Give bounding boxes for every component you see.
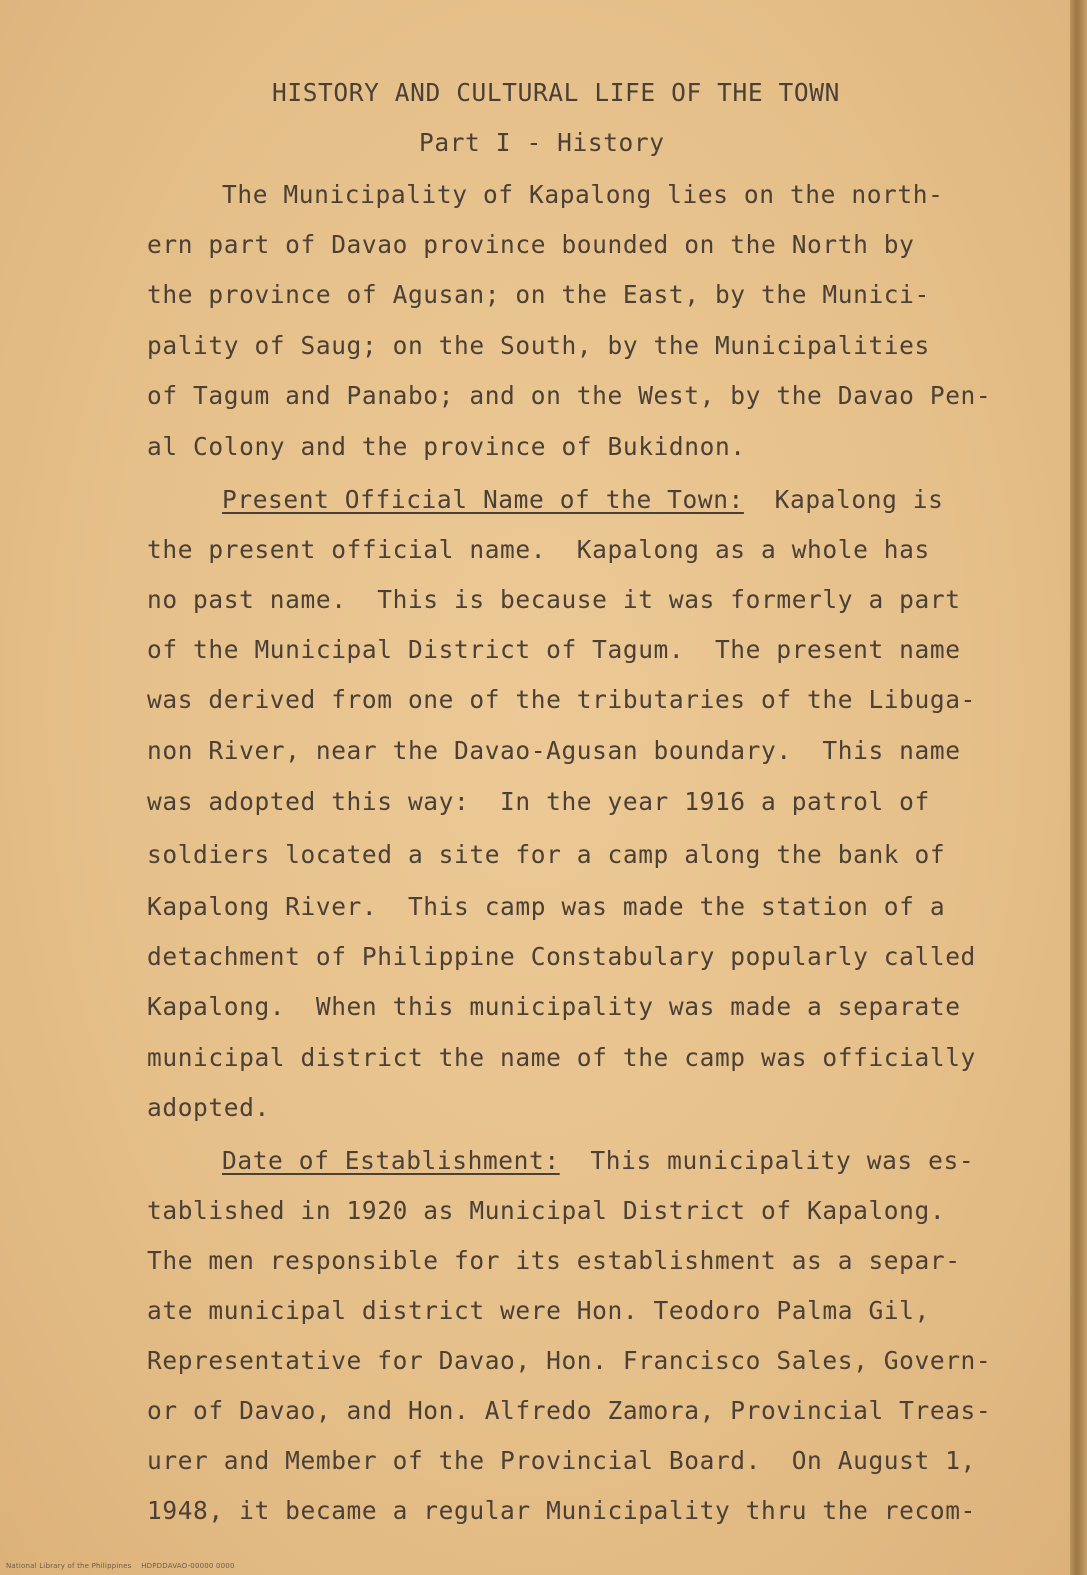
paragraph-line: urer and Member of the Provincial Board. On August 1, [147,1446,976,1475]
paragraph-line: Representative for Davao, Hon. Francisco Sales, Govern- [147,1346,992,1375]
section-heading-official-name: Present Official Name of the Town: [222,485,744,514]
paragraph-line: no past name. This is because it was formerly a part [147,585,961,614]
document-title: HISTORY AND CULTURAL LIFE OF THE TOWN [272,78,840,107]
paragraph-line: Kapalong River. This camp was made the station of a [147,892,946,921]
paragraph-line: non River, near the Davao-Agusan boundary. This name [147,736,961,765]
paragraph-line: the present official name. Kapalong as a whole has [147,535,930,564]
paragraph-line: The Municipality of Kapalong lies on the north- [222,180,944,209]
paragraph-line: pality of Saug; on the South, by the Municipalities [147,331,930,360]
paragraph-line: Kapalong. When this municipality was made a separate [147,992,961,1021]
paragraph-line: or of Davao, and Hon. Alfredo Zamora, Provincial Treas- [147,1396,992,1425]
paragraph-line: tablished in 1920 as Municipal District of Kapalong. [147,1196,946,1225]
paragraph-line: adopted. [147,1093,270,1122]
paragraph-line: was adopted this way: In the year 1916 a patrol of [147,787,930,816]
paragraph-line: The men responsible for its establishment as a separ- [147,1246,961,1275]
paragraph-line: of the Municipal District of Tagum. The present name [147,635,961,664]
paragraph-line: 1948, it became a regular Municipality thru the recom- [147,1496,976,1525]
section-heading-establishment: Date of Establishment: [222,1146,560,1175]
paragraph-line: municipal district the name of the camp was officially [147,1043,976,1072]
paragraph-line: ate municipal district were Hon. Teodoro Palma Gil, [147,1296,930,1325]
scan-footer: National Library of the Philippines HDPDDAVAO-00000 0000 [6,1562,235,1570]
paragraph-line: detachment of Philippine Constabulary popularly called [147,942,976,971]
paragraph-line: of Tagum and Panabo; and on the West, by the Davao Pen- [147,381,992,410]
document-subtitle: Part I - History [419,128,665,157]
paragraph-line: the province of Agusan; on the East, by the Munici- [147,280,930,309]
paragraph-line: soldiers located a site for a camp along the bank of [147,840,946,869]
paragraph-line: was derived from one of the tributaries of the Libuga- [147,685,976,714]
paragraph-line [222,1146,974,1176]
paragraph-line: al Colony and the province of Bukidnon. [147,432,746,461]
page-edge [1070,0,1087,1575]
heading-rest: This municipality was es- [559,1146,975,1175]
heading-rest: Kapalong is [743,485,944,514]
paragraph-line [222,485,943,515]
paragraph-line: ern part of Davao province bounded on the North by [147,230,915,259]
